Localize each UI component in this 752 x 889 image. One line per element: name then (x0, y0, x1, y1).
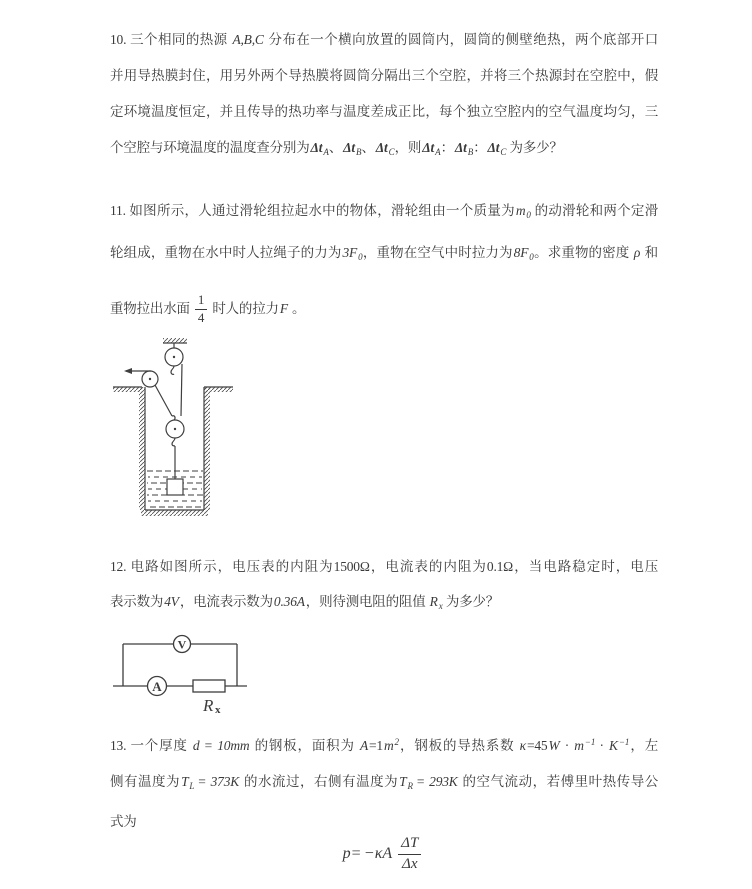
text-segment: L (189, 781, 195, 791)
text-segment: 。 (288, 301, 306, 316)
text-segment: Δt (422, 140, 435, 155)
text-line (110, 22, 658, 58)
text-segment: 和 (641, 245, 658, 260)
text-segment: κ (519, 738, 526, 753)
text-segment: B (355, 147, 362, 157)
text-segment: m (574, 738, 584, 753)
text-segment: C (500, 147, 507, 157)
text-segment: 11. 如图所示，人通过滑轮组拉起水中的物体，滑轮组由一个质量为 (110, 203, 515, 218)
ammeter-icon (148, 677, 167, 696)
text-segment: 的钢板，面积为 (250, 738, 359, 753)
problem-13-text (110, 724, 658, 840)
text-segment: p (342, 845, 351, 862)
text-segment: 式为 (110, 814, 137, 829)
voltmeter-icon (174, 636, 191, 653)
text-segment: T (399, 774, 407, 789)
problem-10-text (110, 22, 658, 170)
text-line (110, 764, 658, 804)
text-segment: ： (440, 140, 454, 155)
text-line (110, 58, 658, 94)
text-segment: 并用导热膜封住，用另外两个导热膜将圆筒分隔出三个空腔，并将三个热源封在空腔中，假 (110, 68, 658, 83)
text-segment: A,B,C (232, 32, 264, 47)
fourier-conduction-formula (110, 828, 658, 880)
text-segment: F (279, 301, 288, 316)
voltmeter-label: V (177, 637, 187, 652)
text-segment: R (429, 594, 438, 609)
text-segment: −1 (584, 737, 596, 747)
pulley-well-figure (108, 334, 238, 520)
text-segment: 1500Ω (333, 559, 370, 574)
text-segment: 个空腔与环境温度的温度查分别为 (110, 140, 310, 155)
text-segment: = (194, 774, 210, 789)
submerged-block-icon (167, 479, 183, 495)
top-fixed-pulley-icon (165, 348, 183, 374)
text-segment: −1 (618, 737, 630, 747)
text-line (110, 94, 658, 130)
text-segment: 373K (210, 774, 240, 789)
text-segment: ，则 (394, 140, 422, 155)
text-segment: 分布在一个横向放置的圆筒内，圆筒的侧壁绝热，两个底部开口 (264, 32, 658, 47)
movable-pulley-icon (166, 416, 184, 446)
text-line (110, 724, 658, 764)
circuit-figure (105, 633, 255, 718)
text-segment: Δt (487, 140, 500, 155)
text-line (110, 192, 658, 234)
text-line (110, 549, 658, 584)
text-segment: 0 (526, 210, 531, 220)
text-segment: B (467, 147, 474, 157)
text-segment: Δt (343, 140, 355, 155)
text-segment: W (548, 738, 560, 753)
text-segment: 0 (358, 252, 363, 262)
text-segment: · (560, 738, 574, 753)
text-segment: R (407, 781, 413, 791)
text-segment: 0.1Ω (486, 559, 514, 574)
text-segment: 的空气流动，若傅里叶热传导公 (458, 774, 659, 789)
text-segment: 轮组成，重物在水中时人拉绳子的力为 (110, 245, 342, 260)
text-segment: =45 (526, 738, 548, 753)
text-segment: = (412, 774, 429, 789)
text-segment: 重物拉出水面 (110, 301, 190, 316)
text-segment: 的动滑轮和两个定滑 (530, 203, 658, 218)
text-segment: Δt (454, 140, 467, 155)
text-segment: 12. 电路如图所示，电压表的内阻为 (110, 559, 334, 574)
text-segment: 293K (429, 774, 458, 789)
text-segment: ，则待测电阻的阻值 (305, 594, 429, 609)
text-segment: K (609, 738, 618, 753)
text-segment: 、 (328, 140, 343, 155)
text-segment: 侧有温度为 (110, 774, 181, 789)
text-segment: 13. 一个厚度 (110, 738, 192, 753)
ceiling-mount-icon (163, 338, 187, 348)
text-segment: m (383, 738, 394, 753)
well-structure (113, 387, 233, 516)
text-segment: 0 (529, 252, 534, 262)
text-segment: A (435, 147, 441, 157)
text-segment: 表示数为 (110, 594, 164, 609)
text-segment: · (595, 738, 608, 753)
text-segment: 。求重物的密度 (533, 245, 633, 260)
text-segment: 、 (361, 140, 375, 155)
text-segment: 2 (394, 737, 400, 747)
text-segment: 时人的拉力 (212, 301, 279, 316)
text-segment: C (388, 147, 395, 157)
text-segment: 10mm (217, 738, 250, 753)
text-line (110, 287, 658, 331)
text-segment: ，电流表示数为 (179, 594, 273, 609)
text-segment: ： (473, 140, 487, 155)
text-segment: d (192, 738, 200, 753)
text-line (110, 234, 658, 276)
rope-strands (155, 364, 182, 416)
text-segment: 10. 三个相同的热源 (110, 32, 232, 47)
text-line (110, 584, 658, 624)
fraction: $\frac{\Delta T}{\Delta x}$ (398, 835, 421, 873)
problem-12-text (110, 549, 658, 624)
text-segment: = (200, 738, 217, 753)
text-segment: 的水流过，右侧有温度为 (240, 774, 399, 789)
text-segment: κA (374, 845, 393, 862)
text-segment: 3F (342, 245, 358, 260)
text-segment: 4V (164, 594, 179, 609)
text-segment: Δt (310, 140, 323, 155)
text-segment: Δt (375, 140, 388, 155)
resistor-icon (193, 680, 225, 716)
resistor-label: R (203, 696, 214, 715)
text-segment: ρ (633, 245, 641, 260)
text-segment: 0.36A (273, 594, 305, 609)
problem-11-text (110, 192, 658, 331)
text-segment: ，重物在空气中时拉力为 (362, 245, 513, 260)
text-segment: ，当电路稳定时，电压 (513, 559, 659, 574)
ammeter-label: A (152, 679, 162, 694)
text-segment: ，左 (629, 738, 659, 753)
left-fixed-pulley-icon (142, 371, 158, 387)
text-segment: 定环境温度恒定，并且传导的热功率与温度差成正比，每个独立空腔内的空气温度均匀，三 (110, 104, 658, 119)
text-segment: ，钢板的导热系数 (399, 738, 519, 753)
text-segment: =1 (368, 738, 383, 753)
text-segment: 为多少？ (506, 140, 563, 155)
text-line (110, 130, 658, 170)
text-segment: A (323, 147, 329, 157)
text-segment: ，电流表的内阻为 (369, 559, 487, 574)
text-segment: 为多少？ (442, 594, 500, 609)
resistor-subscript: x (215, 704, 221, 716)
text-segment: m (515, 203, 526, 218)
text-segment: 8F (513, 245, 529, 260)
text-segment: A (359, 738, 368, 753)
text-segment: = − (351, 845, 374, 862)
text-segment: T (181, 774, 189, 789)
text-segment: x (438, 601, 443, 611)
fraction: $\frac{1}{4}$ (195, 293, 208, 326)
